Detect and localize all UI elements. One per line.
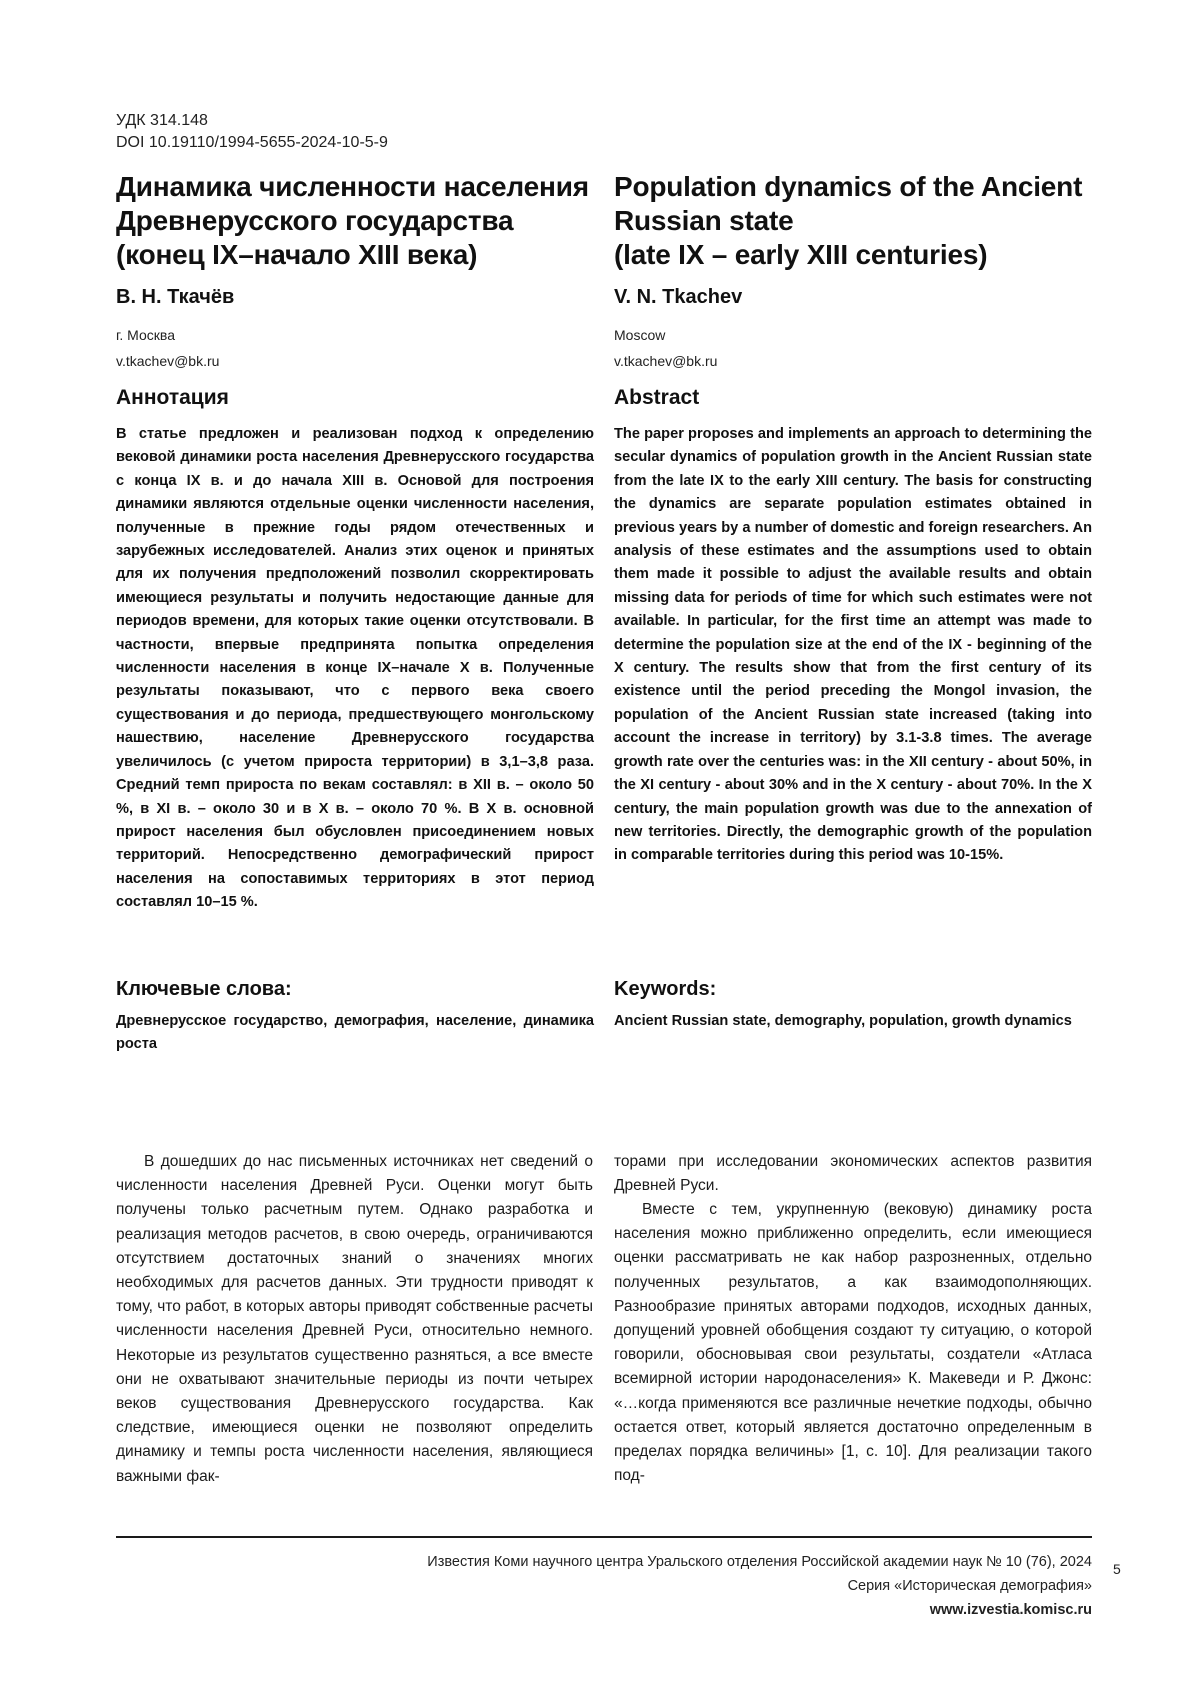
footer-divider — [116, 1536, 1092, 1538]
title-russian: Динамика численности населения Древнерусского государства (конец IX–начало XIII века) — [116, 170, 594, 272]
keywords-russian: Древнерусское государство, демография, население, динамика роста — [116, 1010, 594, 1057]
udk-code: УДК 314.148 — [116, 110, 388, 132]
doi: DOI 10.19110/1994-5655-2024-10-5-9 — [116, 132, 388, 154]
journal-name: Известия Коми научного центра Уральского отделения Российской академии наук № 10 (76), 2024 — [427, 1550, 1092, 1574]
abstract-russian: В статье предложен и реализован подход к определению вековой динамики роста населения Древнерусского государства с конца IX в. и до начала XIII в. Основой для построения динамики являются отдельные оценки численности населения, полученные в прежние годы рядом отечественных и зарубежных исследователей. Анализ этих оценок и принятых для их получения предположений позволил скорректировать имеющиеся результаты и получить недостающие данные для периодов времени, для которых такие оценки отсутствовали. В частности, впервые предпринята попытка определения численности населения в конце IX–начале X в. Полученные результаты показывают, что с первого века своего существования и до периода, предшествующего монгольскому нашествию, население Древнерусского государства увеличилось (с учетом прироста территории) в 3,1–3,8 раза. Средний темп прироста по векам составлял: в XII в. – около 50 %, в XI в. – около 30 и в X в. – около 70 %. В X в. основной прирост населения был обусловлен присоединением новых территорий. Непосредственно демографический прирост населения на сопоставимых территориях в этот период составлял 10–15 %. — [116, 423, 594, 915]
keywords-heading-english: Keywords: — [614, 978, 1092, 1001]
abstract-english: The paper proposes and implements an approach to determining the secular dynamics of population growth in the Ancient Russian state from the late IX to the early XIII century. The basis for constructing the dynamics are separate population estimates obtained in previous years by a number of domestic and foreign researchers. An analysis of these estimates and the assumptions used to obtain them made it possible to adjust the available results and obtain missing data for periods of time for which such estimates were not available. In particular, for the first time an attempt was made to determine the population size at the end of the IX - beginning of the X century. The results show that from the first century of its existence until the period preceding the Mongol invasion, the population of the Ancient Russian state increased (taking into account the increase in territory) by 3.1-3.8 times. The average growth rate over the centuries was: in the XII century - about 50%, in the XI century - about 30% and in the X century - about 70%. In the X century, the main population growth was due to the annexation of new territories. Directly, the demographic growth of the population in comparable territories during this period was 10-15%. — [614, 423, 1092, 868]
journal-footer — [427, 1550, 1092, 1622]
title-english: Population dynamics of the Ancient Russian state (late IX – early XIII centuries) — [614, 170, 1092, 272]
body-paragraph-continuation: торами при исследовании экономических аспектов развития Древней Руси. — [614, 1150, 1092, 1198]
page-number: 5 — [1113, 1561, 1121, 1577]
journal-url[interactable]: www.izvestia.komisc.ru — [427, 1598, 1092, 1622]
article-page — [0, 0, 1200, 1697]
keywords-english: Ancient Russian state, demography, population, growth dynamics — [614, 1010, 1092, 1033]
keywords-heading-russian: Ключевые слова: — [116, 978, 594, 1001]
affiliation-russian: г. Москва — [116, 327, 594, 343]
body-paragraph-right: Вместе с тем, укрупненную (вековую) динамику роста населения можно приближенно определить, если имеющиеся оценки рассматривать не как набор разрозненных, отдельно полученных результатов, а как взаимодополняющих. Разнообразие принятых авторами подходов, исходных данных, допущений уровней обобщения создают ту ситуацию, о которой говорили, обосновывая свои результаты, создатели «Атласа всемирной истории народонаселения» К. Макеведи и Р. Джонс: «…когда применяются все различные нечеткие подходы, обычно остается ответ, который является достаточно определенным в пределах порядка величины» [1, с. 10]. Для реализации такого под- — [614, 1198, 1092, 1488]
affiliation-english: Moscow — [614, 327, 1092, 343]
abstract-heading-russian: Аннотация — [116, 386, 594, 410]
article-meta — [116, 110, 388, 154]
email-russian: v.tkachev@bk.ru — [116, 353, 594, 369]
journal-series: Серия «Историческая демография» — [427, 1574, 1092, 1598]
abstract-heading-english: Abstract — [614, 386, 1092, 410]
author-english: V. N. Tkachev — [614, 286, 1092, 309]
author-russian: В. Н. Ткачёв — [116, 286, 594, 309]
email-english: v.tkachev@bk.ru — [614, 353, 1092, 369]
body-paragraph-left: В дошедших до нас письменных источниках нет сведений о численности населения Древней Руси. Оценки могут быть получены только расчетным путем. Однако разработка и реализация методов расчетов, в свою очередь, ограничиваются отсутствием достаточных знаний о значениях многих необходимых для расчетов данных. Эти трудности приводят к тому, что работ, в которых авторы приводят собственные расчеты численности населения Древней Руси, относительно немного. Некоторые из результатов существенно разняться, а все вместе они не охватывают значительные периоды из почти четырех веков существования Древнерусского государства. Как следствие, имеющиеся оценки не позволяют определить динамику и темпы роста численности населения, являющиеся важными фак- — [116, 1150, 593, 1489]
